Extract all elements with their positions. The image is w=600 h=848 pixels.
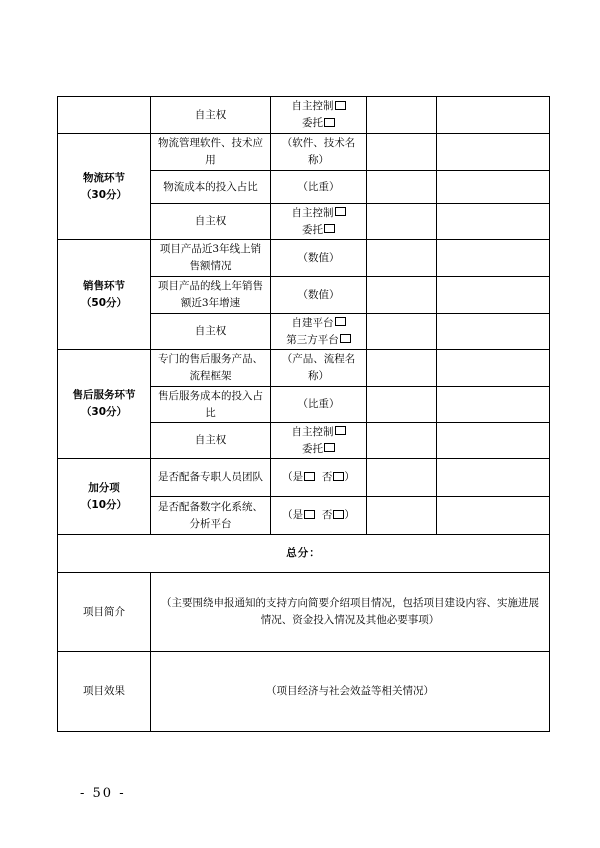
total-score-label: 总分： — [58, 535, 550, 573]
section-points: （30分） — [80, 188, 128, 201]
indicator-cell: 自主权 — [151, 204, 271, 240]
note-cell[interactable] — [437, 240, 550, 277]
project-intro-label: 项目简介 — [58, 573, 151, 652]
indicator-cell: 自主权 — [151, 97, 271, 134]
section-logistics — [58, 134, 151, 240]
section-title: 销售环节 — [83, 279, 125, 292]
section-after-sales — [58, 350, 151, 459]
section-cell-continued — [58, 97, 151, 134]
page-number: - 50 - — [80, 786, 126, 801]
score-cell[interactable] — [367, 459, 437, 497]
note-cell[interactable] — [437, 171, 550, 204]
score-cell[interactable] — [367, 134, 437, 171]
note-cell[interactable] — [437, 204, 550, 240]
fill-cell[interactable]: （数值） — [271, 240, 367, 277]
indicator-cell: 自主权 — [151, 314, 271, 350]
checkbox-icon[interactable] — [335, 426, 346, 435]
fill-cell[interactable]: （产品、流程名称） — [271, 350, 367, 387]
section-points: （10分） — [80, 498, 128, 511]
yes-no-cell: （是 否 ） — [271, 459, 367, 497]
section-bonus — [58, 459, 151, 535]
table-row — [58, 134, 550, 171]
note-cell[interactable] — [437, 423, 550, 459]
score-cell[interactable] — [367, 497, 437, 535]
table-row — [58, 573, 550, 652]
checkbox-icon[interactable] — [304, 472, 315, 481]
fill-cell[interactable]: （比重） — [271, 387, 367, 423]
score-cell[interactable] — [367, 97, 437, 134]
indicator-cell: 物流管理软件、技术应用 — [151, 134, 271, 171]
note-cell[interactable] — [437, 497, 550, 535]
table-row — [58, 459, 550, 497]
table-row — [58, 350, 550, 387]
table-row — [58, 535, 550, 573]
section-points: （30分） — [80, 406, 128, 418]
checkbox-icon[interactable] — [333, 472, 344, 481]
table-row — [58, 240, 550, 277]
score-cell[interactable] — [367, 423, 437, 459]
score-cell[interactable] — [367, 387, 437, 423]
note-cell[interactable] — [437, 277, 550, 314]
indicator-cell: 售后服务成本的投入占比 — [151, 387, 271, 423]
note-cell[interactable] — [437, 459, 550, 497]
application-form-page — [57, 96, 549, 732]
note-cell[interactable] — [437, 134, 550, 171]
indicator-cell: 项目产品的线上年销售额近3年增速 — [151, 277, 271, 314]
indicator-cell: 项目产品近3年线上销售额情况 — [151, 240, 271, 277]
project-intro-text[interactable]: （主要围绕申报通知的支持方向简要介绍项目情况，包括项目建设内容、实施进展情况、资金投入情况及其他必要事项） — [151, 573, 550, 652]
score-cell[interactable] — [367, 277, 437, 314]
indicator-cell: 是否配备数字化系统、分析平台 — [151, 497, 271, 535]
section-title: 加分项 — [88, 481, 120, 494]
indicator-cell: 物流成本的投入占比 — [151, 171, 271, 204]
score-cell[interactable] — [367, 314, 437, 350]
option-cell: 自建平台 第三方平台 — [271, 314, 367, 350]
score-cell[interactable] — [367, 204, 437, 240]
checkbox-icon[interactable] — [304, 510, 315, 519]
evaluation-table — [57, 96, 550, 732]
checkbox-icon[interactable] — [324, 443, 335, 452]
checkbox-icon[interactable] — [324, 224, 335, 233]
section-points: （50分） — [80, 296, 128, 309]
checkbox-icon[interactable] — [333, 510, 344, 519]
option-cell: 自主控制 委托 — [271, 423, 367, 459]
score-cell[interactable] — [367, 240, 437, 277]
section-sales — [58, 240, 151, 350]
indicator-cell: 是否配备专职人员团队 — [151, 459, 271, 497]
yes-no-cell: （是 否 ） — [271, 497, 367, 535]
checkbox-icon[interactable] — [335, 317, 346, 326]
checkbox-icon[interactable] — [335, 207, 346, 216]
section-title: 物流环节 — [83, 171, 125, 184]
project-effect-label: 项目效果 — [58, 652, 151, 732]
fill-cell[interactable]: （软件、技术名称） — [271, 134, 367, 171]
checkbox-icon[interactable] — [335, 101, 346, 110]
section-title: 售后服务环节 — [72, 389, 136, 401]
note-cell[interactable] — [437, 387, 550, 423]
checkbox-icon[interactable] — [340, 334, 351, 343]
project-effect-text[interactable]: （项目经济与社会效益等相关情况） — [151, 652, 550, 732]
fill-cell[interactable]: （比重） — [271, 171, 367, 204]
indicator-cell: 专门的售后服务产品、流程框架 — [151, 350, 271, 387]
option-cell: 自主控制 委托 — [271, 97, 367, 134]
option-cell: 自主控制 委托 — [271, 204, 367, 240]
fill-cell[interactable]: （数值） — [271, 277, 367, 314]
note-cell[interactable] — [437, 350, 550, 387]
score-cell[interactable] — [367, 350, 437, 387]
indicator-cell: 自主权 — [151, 423, 271, 459]
note-cell[interactable] — [437, 97, 550, 134]
table-row — [58, 97, 550, 134]
table-row — [58, 652, 550, 732]
note-cell[interactable] — [437, 314, 550, 350]
checkbox-icon[interactable] — [324, 118, 335, 127]
score-cell[interactable] — [367, 171, 437, 204]
